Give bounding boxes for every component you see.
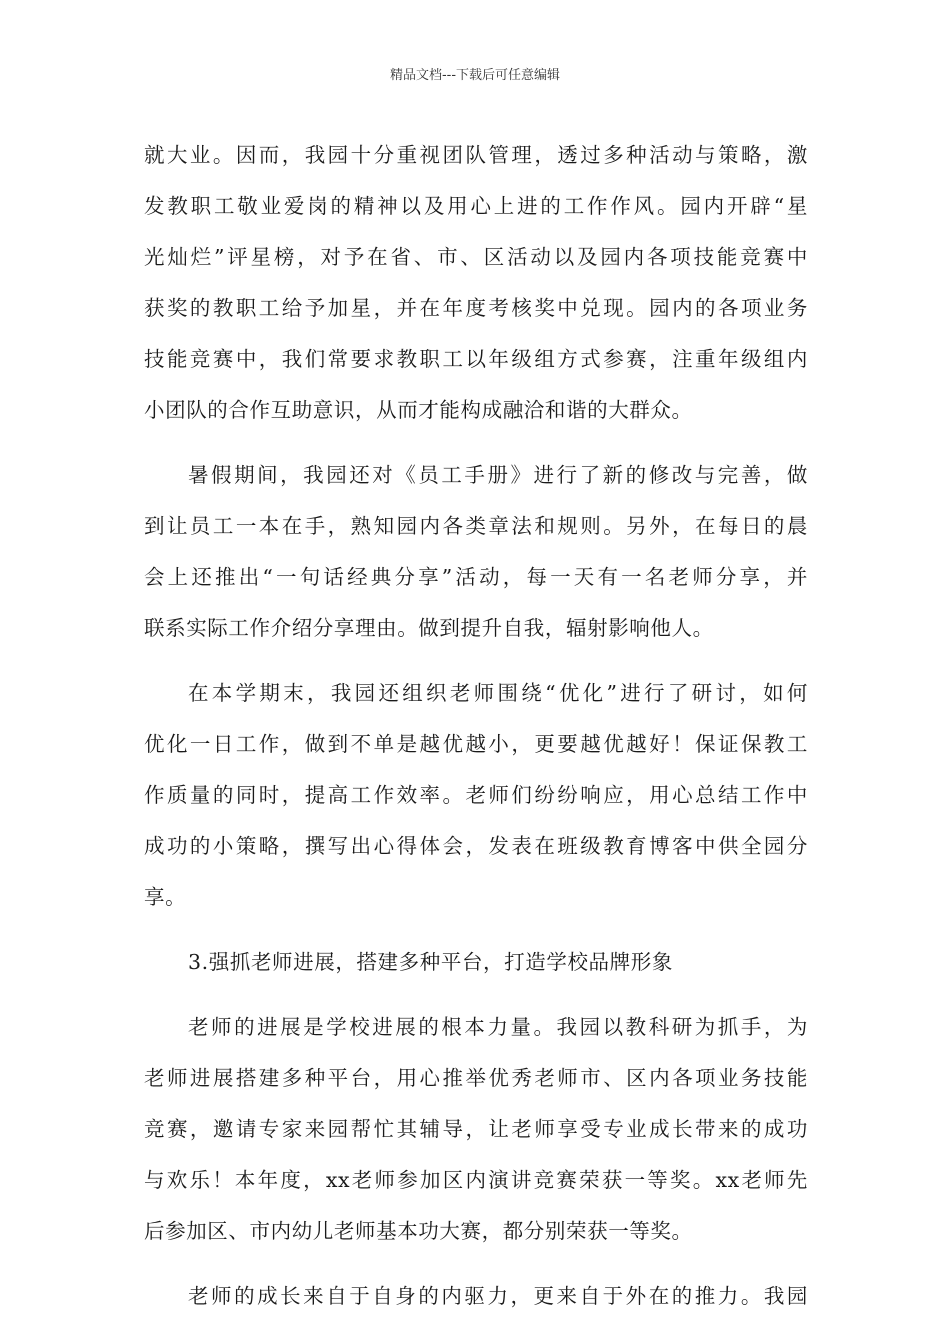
text-line: 就大业。因而，我园十分重视团队管理，透过多种活动与策略，激 xyxy=(144,143,808,167)
text-line: 老师的成长来自于自身的内驱力，更来自于外在的推力。我园 xyxy=(188,1284,808,1308)
text-line: 到让员工一本在手，熟知园内各类章法和规则。另外，在每日的晨 xyxy=(144,514,808,538)
paragraph xyxy=(144,130,808,436)
text-line: 会上还推出“一句话经典分享”活动，每一天有一名老师分享，并 xyxy=(144,565,808,589)
text-line: 技能竞赛中，我们常要求教职工以年级组方式参赛，注重年级组内 xyxy=(144,347,808,371)
text-line: 老师进展搭建多种平台，用心推举优秀老师市、区内各项业务技能 xyxy=(144,1066,808,1090)
paragraph xyxy=(144,450,808,654)
text-line: 享。 xyxy=(144,885,187,909)
text-line: 小团队的合作互助意识，从而才能构成融洽和谐的大群众。 xyxy=(144,398,693,422)
document-body xyxy=(144,130,808,1322)
text-line: 后参加区、市内幼儿老师基本功大赛，都分别荣获一等奖。 xyxy=(144,1219,693,1243)
text-line: 竞赛，邀请专家来园帮忙其辅导，让老师享受专业成长带来的成功 xyxy=(144,1117,808,1141)
text-line: 作质量的同时，提高工作效率。老师们纷纷响应，用心总结工作中 xyxy=(144,783,808,807)
text-line: 在本学期末，我园还组织老师围绕“优化”进行了研讨，如何 xyxy=(188,681,808,705)
text-line: 与欢乐！本年度，xx老师参加区内演讲竞赛荣获一等奖。xx老师先 xyxy=(144,1168,808,1192)
text-line: 获奖的教职工给予加星，并在年度考核奖中兑现。园内的各项业务 xyxy=(144,296,808,320)
section-heading xyxy=(144,937,808,988)
text-line: 暑假期间，我园还对《员工手册》进行了新的修改与完善，做 xyxy=(188,463,808,487)
text-line: 光灿烂”评星榜，对予在省、市、区活动以及园内各项技能竞赛中 xyxy=(144,245,808,269)
text-line: 成功的小策略，撰写出心得体会，发表在班级教育博客中供全园分 xyxy=(144,834,808,858)
paragraph xyxy=(144,1002,808,1257)
text-line: 发教职工敬业爱岗的精神以及用心上进的工作作风。园内开辟“星 xyxy=(144,194,808,218)
paragraph xyxy=(144,668,808,923)
text-line: 老师的进展是学校进展的根本力量。我园以教科研为抓手，为 xyxy=(188,1015,808,1039)
text-line: 联系实际工作介绍分享理由。做到提升自我，辐射影响他人。 xyxy=(144,616,714,640)
text-line: 3.强抓老师进展，搭建多种平台，打造学校品牌形象 xyxy=(188,950,673,974)
page-header: 精品文档---下载后可任意编辑 xyxy=(389,68,561,83)
text-line: 优化一日工作，做到不单是越优越小，更要越优越好！保证保教工 xyxy=(144,732,808,756)
paragraph xyxy=(144,1271,808,1322)
